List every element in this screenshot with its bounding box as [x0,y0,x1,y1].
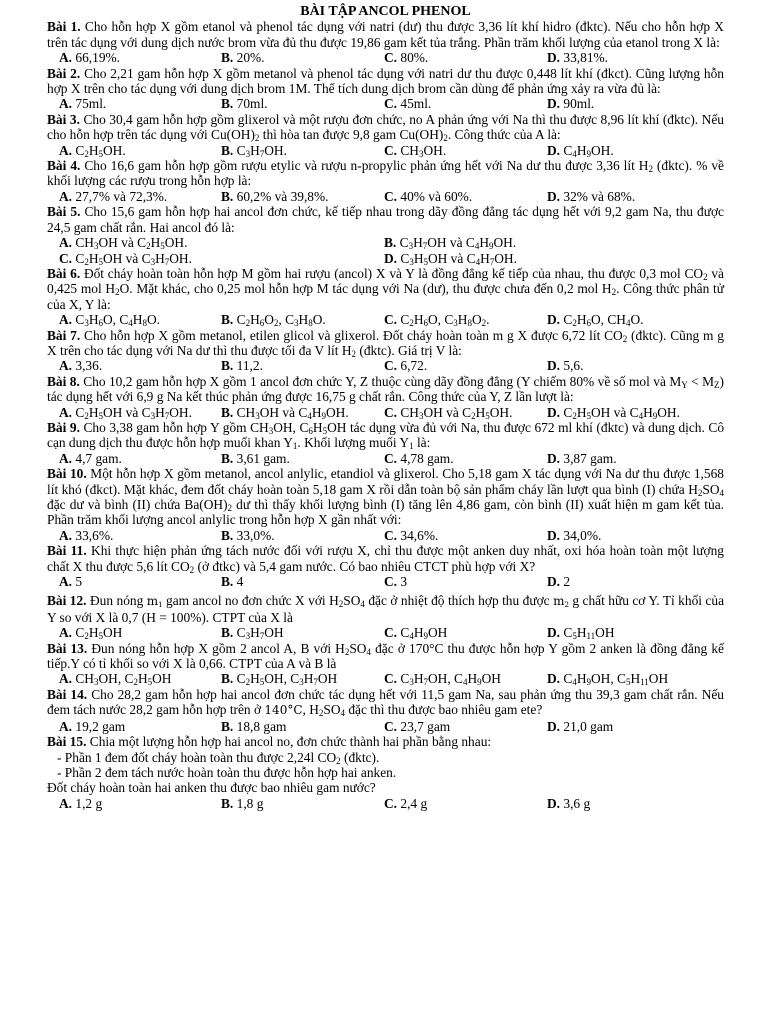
option-d: D. $C_4H_9OH$, $C_5H_{11}OH$ [547,671,669,688]
options-14 [47,719,724,734]
question-label: Bài 15. [47,734,87,750]
option-a: A. 1,2 g [59,795,103,811]
option-b: B. 60,2% và 39,8%. [221,188,329,204]
option-a: A. $C_2H_5OH$. [59,142,126,159]
question-11: Bài 11. Khi thực hiện phản ứng tách nước đối với rượu X, chỉ thu được một anken duy nhất, oxi hóa hoàn toàn một lượng chất X thu được 5,6 lít $CO_2$ (ở đtkc) và 5,4 gam nước. Có bao nhiêu CTCT phù hợp với X? [47,543,724,575]
option-d: D. 2 [547,574,571,590]
option-a: A. 19,2 gam [59,718,126,734]
options-1 [47,50,724,65]
question-6: Bài 6. Đốt cháy hoàn toàn hỗn hợp M gồm hai rượu (ancol) X và Y là đồng đẳng kế tiếp của nhau, thu được 0,3 mol $CO_2$ và 0,425 mol $H_2O$. Mặt khác, cho 0,25 mol hỗn hợp M tác dụng với Na (dư), thu được chưa đến 0,2 mol $H_2$. Công thức phân tử của X, Y là: [47,265,725,312]
option-c: C. $CH_3OH$. [384,142,447,159]
question-label: Bài 1. [47,19,81,35]
options-10 [47,528,724,543]
option-d: D. 3,6 g [547,795,591,811]
question-10: Bài 10. Một hỗn hợp X gồm metanol, ancol anlylic, etandiol và glixerol. Cho 5,18 gam X tác dụng với Na dư thu được 1,568 lít khó (đkct). Mặt khác, đem đốt cháy hoàn toàn 5,18 gam X rồi dẫn toàn bộ sản phẩm cháy lần lượt qua bình (I) chứa $H_2SO_4$ đặc dư và bình (II) chứa $Ba(OH)_2$ dư thì thấy khối lượng bình (I) tăng lên 4,86 gam, còn bình (II) xuất hiện m gam kết tủa. Phần trăm khối lượng ancol anlylic trong hỗn hợp X gần nhất với: [47,466,724,528]
option-a: A. $C_2H_5OH$ và $C_3H_7OH$. [59,404,192,421]
question-label: Bài 6. [47,265,81,281]
option-c: C. 2,4 g [384,795,428,811]
option-b: B. $C_3H_7OH$. [221,142,287,159]
options-9 [47,451,724,466]
options-5 [47,235,724,266]
option-a: A. 3,36. [59,358,103,374]
option-c: C. $CH_3OH$ và $C_2H_5OH$. [384,404,513,421]
question-label: Bài 9. [47,419,80,435]
option-c: C. $C_2H_5OH$ và $C_3H_7OH$. [59,250,192,267]
question-label: Bài 14. [47,686,88,702]
option-d: D. $C_3H_5OH$ và $C_4H_7OH$. [384,250,517,267]
option-d: D. $C_2H_5OH$ và $C_4H_9OH$. [547,404,680,421]
options-12 [47,625,724,640]
option-c: C. 45ml. [384,96,432,112]
options-2 [47,96,724,111]
option-d: D. $C_2H_6O$, $CH_4O$. [547,312,644,329]
option-b: B. 3,61 gam. [221,450,290,466]
question-text: Cho 2,21 gam hỗn hợp X gồm metanol và phenol tác dụng với natri dư thu được 0,448 lít khí (đkct). Cũng lượng hỗn hợp X trên cho tác dụng với dung dịch brom 1M. Thể tích dung dịch brom cần dùng để phản ứng xảy ra vừa đủ là: [47,65,724,97]
option-b: B. $C_2H_5OH$, $C_3H_7OH$ [221,671,338,688]
options-13 [47,671,724,686]
question-14: Bài 14. Cho 28,2 gam hỗn hợp hai ancol đơn chức tác dụng hết với 11,5 gam Na, sau phản ứng thu 39,3 gam chất rắn. Nếu đem tách nước 28,2 gam hỗn hợp trên ở 140°C, $H_2SO_4$ đặc thì thu được bao nhiêu gam ete? [47,686,725,719]
options-6 [47,312,724,327]
question-label: Bài 8. [47,373,80,389]
question-label: Bài 3. [47,111,80,127]
question-3: Bài 3. Cho 30,4 gam hỗn hợp gồm glixerol và một rượu đơn chức, no A phản ứng với Na thì thu được 8,96 lít khí (đktc). Nếu cho hỗn hợp trên tác dụng với $Cu(OH)_2$ thì hòa tan được 9,8 gam $Cu(OH)_2$. Công thức của A là: [47,111,724,144]
option-a: A. $C_2H_5OH$ [59,625,123,642]
option-c: C. 23,7 gam [384,718,451,734]
option-c: C. $C_2H_6O$, $C_3H_8O_2$. [384,312,490,329]
option-c: C. 34,6%. [384,527,439,543]
option-b: B. 18,8 gam [221,718,287,734]
option-b: B. 11,2. [221,358,263,374]
option-a: A. 5 [59,574,83,590]
part-2-line: - Phần 2 đem tách nước hoàn toàn thu được hỗn hợp hai anken. [57,764,397,780]
question-label: Bài 11. [47,543,87,559]
option-d: D. 90ml. [547,96,595,112]
question-label: Bài 2. [47,65,81,81]
option-d: D. $C_4H_9OH$. [547,142,614,159]
question-12: Bài 12. Đun nóng $m_1$ gam ancol no đơn chức X với $H_2SO_4$ đặc ở nhiệt độ thích hợp thu được $m_2$ g chất hữu cơ Y. Tỉ khối của Y so với X là 0,7 (H = 100%). CTPT của X là [47,593,725,625]
option-d: D. 5,6. [547,358,584,374]
option-b: B. $CH_3OH$ và $C_4H_9OH$. [221,404,349,421]
question-1 [47,19,724,50]
question-label: Bài 13. [47,640,88,656]
option-c: C. $C_3H_7OH$, $C_4H_9OH$ [384,671,501,688]
option-d: D. 21,0 gam [547,718,614,734]
option-a: A. 4,7 gam. [59,450,122,466]
question-label: Bài 7. [47,327,81,343]
option-d: D. 32% và 68%. [547,188,636,204]
formula-m2: $m_2$ [553,594,569,610]
question-5: Bài 5. Cho 15,6 gam hỗn hợp hai ancol đơn chức, kế tiếp nhau trong dãy đồng đẳng tác dụng hết với 9,2 gam Na, thu được 24,5 gam chất rắn. Hai ancol đó là: [47,204,724,235]
option-a: A. $CH_3OH$, $C_2H_5OH$ [59,671,172,688]
option-d: D. 34,0%. [547,527,602,543]
option-a: A. 33,6%. [59,527,114,543]
option-b: B. $C_2H_6O_2$, $C_3H_8O$. [221,312,326,329]
option-c: C. 6,72. [384,358,428,374]
option-b: B. 1,8 g [221,795,264,811]
part-1-line: - Phần 1 đem đốt cháy hoàn toàn thu được 2,24l $CO_2$ (đktc). [57,749,380,766]
option-d: D. 33,81%. [547,50,609,66]
question-7: Bài 7. Cho hỗn hợp X gồm metanol, etilen glicol và glixerol. Đốt cháy hoàn toàn m g X được 6,72 lít $CO_2$ (đktc). Cũng m g X trên cho tác dụng với Na dư thì thu được tối đa V lít $H_2$ (đktc). Giá trị V là: [47,327,724,359]
options-11 [47,574,724,589]
question-15: Bài 15. Chia một lượng hỗn hợp hai ancol no, đơn chức thành hai phần bằng nhau: [47,734,492,750]
page-title: BÀI TẬP ANCOL PHENOL [300,4,471,19]
options-7 [47,358,724,373]
question-label: Bài 5. [47,204,81,220]
option-a: A. 66,19%. [59,50,121,66]
formula-m1: $m_1$ [146,594,163,610]
option-a: A. $CH_3OH$ và $C_2H_5OH$. [59,235,188,252]
option-b: B. 20%. [221,50,265,66]
question-4: Bài 4. Cho 16,6 gam hỗn hợp gồm rượu etylic và rượu n-propylic phản ứng hết với Na dư thu được 3,36 lít $H_2$ (đktc). % về khối lượng các rượu trong hỗn hợp là: [47,158,724,189]
options-4 [47,189,724,204]
option-a: A. 27,7% và 72,3%. [59,188,168,204]
question-label: Bài 4. [47,158,81,174]
option-d: D. 3,87 gam. [547,450,617,466]
option-b: B. $C_3H_7OH$ [221,625,284,642]
question-2 [47,66,724,97]
option-a: A. 75ml. [59,96,107,112]
question-9: Bài 9. Cho 3,38 gam hỗn hợp Y gồm $CH_3OH$, $C_6H_5OH$ tác dụng vừa đủ với Na, thu được 672 ml khí (đktc) và dung dịch. Cô cạn dung dịch thu được hỗn hợp muối khan $Y_1$. Khối lượng muối $Y_1$ là: [47,419,725,452]
question-13: Bài 13. Đun nóng hỗn hợp X gồm 2 ancol A, B với $H_2SO_4$ đặc ở 170°C thu được hỗn hợp Y gồm 2 anken là đồng đẳng kế tiếp.Y có tỉ khối so với X là 0,66. CTPT của A và B là [47,640,724,672]
option-c: C. 4,78 gam. [384,450,454,466]
option-c: C. $C_4H_9OH$ [384,625,448,642]
question-8: Bài 8. Cho 10,2 gam hỗn hợp X gồm 1 ancol đơn chức Y, Z thuộc cùng dãy đồng đẳng (Y chiếm 80% về số mol và $M_Y < M_Z$) tác dụng hết với 6,9 g Na kết thúc phản ứng được 16,75 g chất rắn. Công thức của Y, Z lần lượt là: [47,373,724,405]
option-b: B. 70ml. [221,96,268,112]
options-8 [47,405,724,420]
option-b: B. 33,0%. [221,527,275,543]
options-3 [47,143,724,158]
question-label: Bài 10. [47,466,87,482]
options-15 [47,796,724,811]
question-text: Cho hỗn hợp X gồm etanol và phenol tác dụng với natri (dư) thu được 3,36 lít khí hidro (đktc). Nếu cho hỗn hợp X trên tác dụng với dung dịch nước brom vừa đủ thu được 19,86 gam kết tủa trắng. Phần trăm khối lượng của etanol trong X là: [47,19,724,50]
option-c: C. 3 [384,574,408,590]
option-b: B. $C_3H_7OH$ và $C_4H_9OH$. [384,235,517,252]
temperature-value: 140°C [264,703,303,718]
option-d: D. $C_5H_{11}OH$ [547,625,615,642]
option-a: A. $C_3H_6O$, $C_4H_8O$. [59,312,160,329]
question-label: Bài 12. [47,593,87,609]
option-c: C. 80%. [384,50,429,66]
question-15-prompt: Đốt cháy hoàn toàn hai anken thu được bao nhiêu gam nước? [47,780,376,796]
option-c: C. 40% và 60%. [384,188,473,204]
option-b: B. 4 [221,574,244,590]
